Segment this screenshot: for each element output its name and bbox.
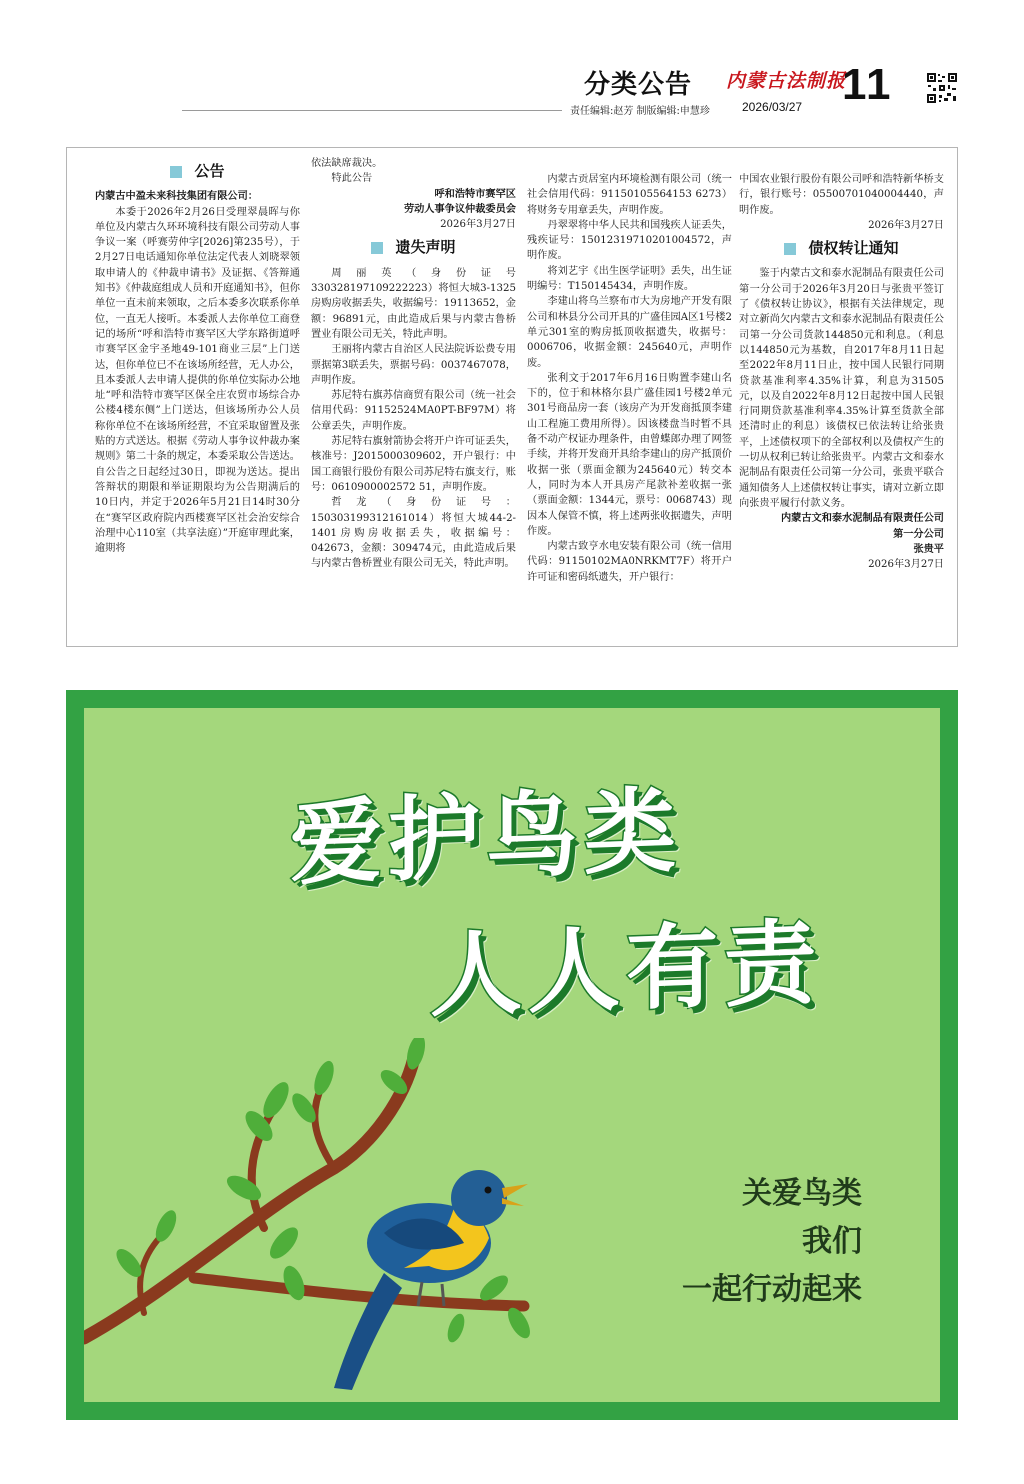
classified-notices-box — [66, 147, 958, 647]
poster-slogan-line-2: 人人有责 — [430, 909, 823, 1030]
notice-date: 2026年3月27日 — [868, 219, 944, 231]
lost-item: 丹翠翠将中华人民共和国残疾人证丢失，残疾证号：15012319710201004572，声明作废。 — [527, 219, 732, 262]
notice-continuation: 依法缺席裁决。 — [311, 158, 383, 169]
poster-call-to-action-line-2: 我们 — [802, 1224, 862, 1259]
heading-square-icon — [170, 166, 182, 178]
poster-call-to-action-line-1: 关爱鸟类 — [742, 1176, 862, 1211]
notice-date: 2026年3月27日 — [868, 559, 944, 571]
notice-column-3 — [527, 172, 732, 585]
notice-signatory: 张贵平 — [913, 543, 944, 555]
editor-credits: 责任编辑:赵芳 制版编辑:申慧珍 — [570, 106, 710, 117]
notice-signatory: 内蒙古文和泰水泥制品有限责任公司 — [781, 513, 944, 525]
notice-closing: 特此公告 — [331, 173, 373, 185]
notice-column-4 — [739, 172, 944, 572]
notice-column-1 — [95, 156, 300, 556]
lost-item: 内蒙古致亨水电安装有限公司（统一信用代码：91150102MA0NRKMT7F）将开户许可证和密码纸遗失，开户银行： — [527, 541, 732, 583]
notice-signatory: 呼和浩特市赛罕区 — [434, 188, 516, 200]
lost-item: 李建山将乌兰察布市大为房地产开发有限公司和林县分公司开具的广盛佳园A区1号楼2单元301室的购房抵顶收据遗失，收据号：0006706，收据金额：245640元，声明作废。 — [527, 296, 732, 369]
branch-icon — [194, 1278, 524, 1306]
branch-icon — [315, 1086, 334, 1168]
section-title: 分类公告 — [584, 70, 693, 100]
qr-code-icon — [926, 72, 958, 104]
bird-on-branch-illustration — [84, 1038, 604, 1402]
poster-call-to-action-line-3: 一起行动起来 — [682, 1272, 862, 1307]
poster-background — [84, 708, 940, 1402]
notice-date: 2026年3月27日 — [440, 219, 516, 231]
lost-item: 王丽将内蒙古自治区人民法院诉讼费专用票据第3联丢失，票据号码：0037467078，声明作废。 — [311, 344, 516, 386]
heading-square-icon — [784, 243, 796, 255]
notice-column-2 — [311, 156, 516, 572]
lost-statement-heading: 遗失声明 — [311, 240, 516, 255]
announcement-heading: 公告 — [95, 164, 300, 179]
lost-item: 哲龙（身份证号：150303199312161014）将恒大城44-2-1401房购房收据丢失，收据编号：042673，金额：309474元，由此造成后果与内蒙古鲁桥置业有限公司无关，特此声明。 — [311, 497, 516, 570]
lost-item: 张利文于2017年6月16日购置李建山名下的，位于和林格尔县广盛佳园1号楼2单元301号商品房一套（该房产为开发商抵顶李建山工程施工费用所得）。因该楼盘当时暂不具备不动产权证办理条件，由曾蝶郎办理了网签手续，并将开发商开具给李建山的房产抵顶价收据一张（票面金额为245640元）转交本人，同时为本人开具房产尾款补差收据一张（票面金额：1344元，票号：0068743）现因本人保管不慎，将上述两张收据遗失，声明作废。 — [527, 372, 732, 537]
issue-date: 2026/03/27 — [742, 100, 803, 114]
notice-body: 本委于2026年2月26日受理翠晨晖与你单位及内蒙古久环环境科技有限公司劳动人事争议一案（呼赛劳仲字[2026]第235号），于2月27日电话通知你单位法定代表人刘晓翠领取申请人的《仲裁申请书》及证据、《答辩通知书》《仲裁庭组成人员和开庭通知书》，但你单位一直未前来领取，之后本委多次联系你单位，一直无人接听。本委派人去你单位工商登记的场所“呼和浩特市赛罕区大学东路街道呼市赛罕区金宇圣地49-101商业三层”上门送达，但你单位已不在该场所经营，无人办公，且本委派人去申请人提供的你单位实际办公地址“呼和浩特市赛罕区保全庄农贸市场综合办公楼4楼东侧”上门送达，但该场所办公人员称你单位不在该场所经营，不宜采取留置及张贴的方式送达。根据《劳动人事争议仲裁办案规则》第二十条的规定，本委采取公告送达。自公告之日起经过30日，即视为送达。提出答辩状的期限和举证期限均为公告期满后的10日内，并定于2026年5月21日14时30分在“赛罕区政府院内西楼赛罕区社会治安综合治理中心110室（共享法庭）”开庭审理此案，逾期将 — [95, 206, 300, 555]
lost-item-continuation: 中国农业银行股份有限公司呼和浩特新华桥支行，银行账号：05500701040004440，声明作废。 — [739, 174, 944, 216]
notice-signatory: 第一分公司 — [893, 528, 944, 540]
debt-transfer-body: 鉴于内蒙古文和泰水泥制品有限责任公司第一分公司于2026年3月20日与张贵平签订了《债权转让协议》，根据有关法律规定，现对立新尚欠内蒙古文和泰水泥制品有限责任公司第一分公司货款144850元和利息。（利息以144850元为基数，自2017年8月11日起至2022年8月11日止，按中国人民银行同期贷款基准利率4.35%计算，利息为31505元，以及自2022年8月12日起按中国人民银行同期贷款基准利率4.35%计算至货款全部还清时止的利息）该债权已依法转让给张贵平，上述债权项下的全部权利以及债权产生的一切从权利已转让给张贵平。内蒙古文和泰水泥制品有限责任公司第一分公司，张贵平联合通知债务人上述债权转让事实，请对立新立即向张贵平履行付款义务。 — [739, 268, 944, 509]
header-rule — [182, 110, 562, 111]
newspaper-logo: 内蒙古法制报 — [726, 70, 847, 92]
notice-signatory: 劳动人事争议仲裁委员会 — [403, 203, 516, 215]
page-number: 11 — [842, 60, 893, 109]
lost-item: 苏尼特右旗苏信商贸有限公司（统一社会信用代码：91152524MA0PT-BF97M）将公章丢失，声明作废。 — [311, 390, 516, 432]
notice-addressee: 内蒙古中盈未来科技集团有限公司： — [95, 191, 258, 203]
heading-square-icon — [371, 242, 383, 254]
lost-item: 将刘艺宇《出生医学证明》丢失，出生证明编号：T150145434，声明作废。 — [527, 265, 732, 293]
bird-protection-poster — [66, 690, 958, 1420]
lost-item: 苏尼特右旗射箭协会将开户许可证丢失，核准号：J2015000309602，开户银行：中国工商银行股份有限公司苏尼特右旗支行，账号：0610900002572 51，声明作废。 — [311, 436, 516, 493]
debt-transfer-heading: 债权转让通知 — [739, 241, 944, 256]
lost-item: 周丽英（身份证号330328197109222223）将恒大城3-1325房购房收据丢失，收据编号：19113652，金额：96891元，由此造成后果与内蒙古鲁桥置业有限公司无关，特此声明。 — [311, 267, 516, 340]
poster-slogan-line-1: 爱护鸟类 — [290, 777, 683, 898]
lost-item: 内蒙古贡居室内环境检测有限公司（统一社会信用代码：91150105564153 6273）将财务专用章丢失，声明作废。 — [527, 174, 732, 216]
